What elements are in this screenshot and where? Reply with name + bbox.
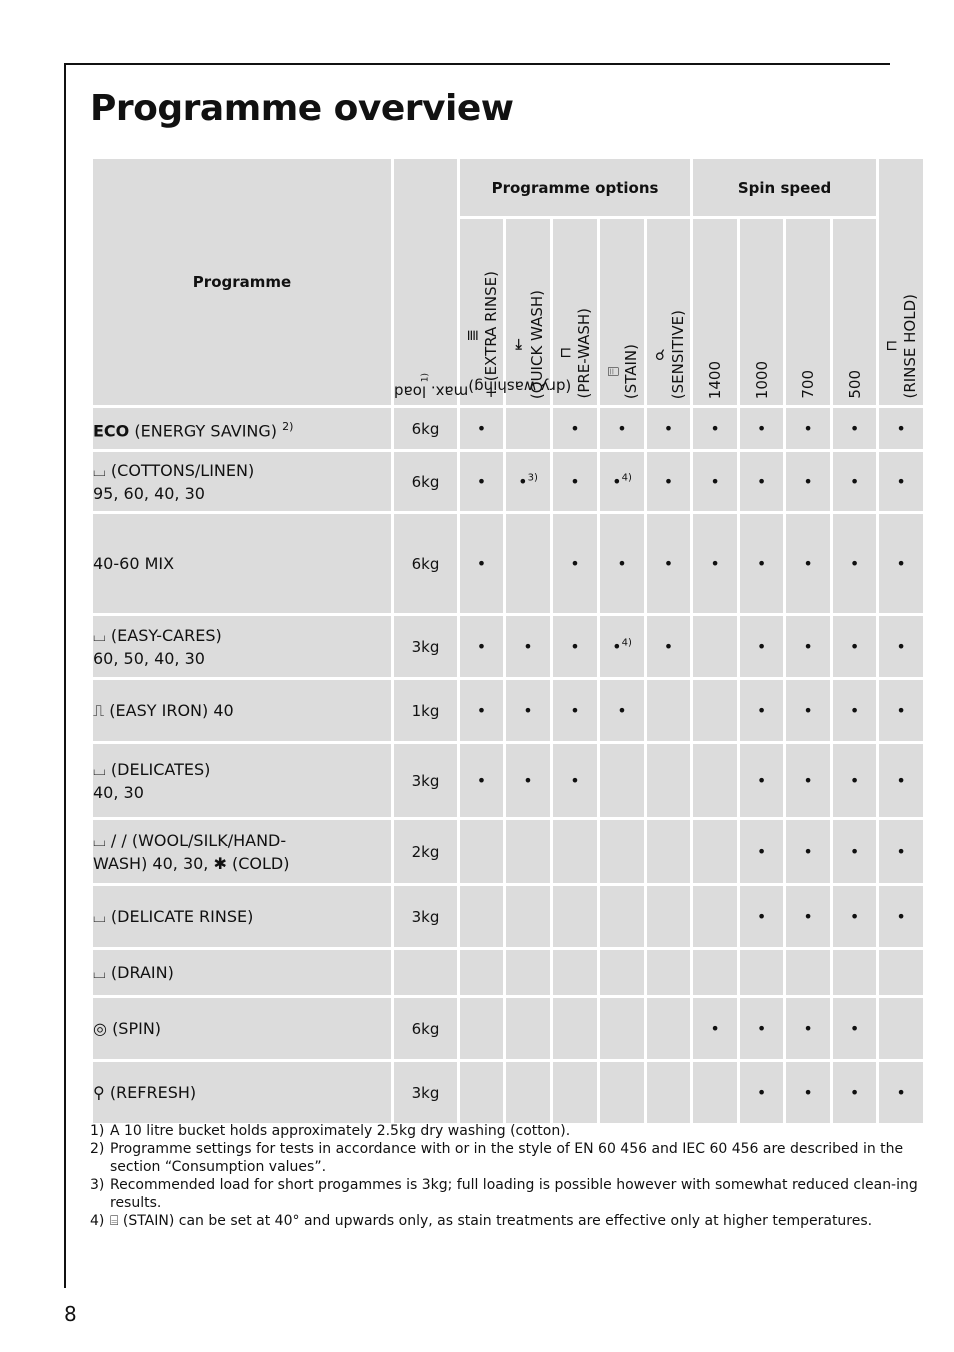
- availability-dot: •: [523, 637, 533, 656]
- mark-cell: [739, 743, 785, 819]
- footnote-ref: 2): [282, 419, 294, 433]
- page-title: Programme overview: [90, 88, 514, 129]
- availability-dot: •: [849, 419, 860, 438]
- mark-cell: [878, 743, 925, 819]
- mark-cell: [692, 615, 739, 679]
- mark-cell: [692, 513, 739, 615]
- mark-cell: [459, 679, 505, 743]
- table-row: [92, 513, 925, 615]
- mark-cell: [552, 819, 599, 885]
- mark-cell: [878, 615, 925, 679]
- availability-dot: •: [756, 419, 767, 438]
- mark-cell: [785, 949, 832, 997]
- mark-cell: [785, 743, 832, 819]
- stain-icon: ⌸: [604, 366, 622, 376]
- programme-label: 40-60 MIX: [93, 554, 175, 573]
- availability-dot: •: [617, 554, 627, 573]
- table-row: [92, 1061, 925, 1125]
- option-quick-wash-header: ⇥ (QUICK WASH): [505, 218, 552, 407]
- footnote-text: Recommended load for short progammes is 3kg; full loading is possible however with somewhat reduced clean-ing results.: [110, 1177, 918, 1211]
- mark-cell: [785, 819, 832, 885]
- footnotes: [90, 1122, 925, 1230]
- max-load-cell: 3kg: [393, 1061, 459, 1125]
- spin-1000-header: 1000: [739, 218, 785, 407]
- mark-cell: [646, 743, 692, 819]
- mark-cell: [832, 615, 878, 679]
- mark-cell: [646, 885, 692, 949]
- mark-cell: [785, 885, 832, 949]
- mark-cell: [459, 1061, 505, 1125]
- availability-dot: •: [849, 1019, 860, 1038]
- programme-name-cell: [92, 407, 393, 451]
- programme-header: Programme: [92, 158, 393, 407]
- table-row: [92, 819, 925, 885]
- max-load-cell: 6kg: [393, 513, 459, 615]
- mark-cell: [878, 819, 925, 885]
- programme-icon: ⎍: [93, 701, 105, 720]
- availability-dot: •: [523, 701, 533, 720]
- max-load-cell: 3kg: [393, 615, 459, 679]
- mark-cell: [599, 679, 646, 743]
- mark-cell: [505, 679, 552, 743]
- programme-label: (EASY IRON) 40: [109, 701, 234, 720]
- availability-dot: •: [570, 472, 580, 491]
- mark-cell: [739, 949, 785, 997]
- programme-icon: ⌴: [93, 907, 106, 926]
- mark-cell: [878, 997, 925, 1061]
- programme-temperatures: 40, 30: [93, 782, 144, 802]
- availability-dot: •: [896, 842, 906, 861]
- mark-cell: [832, 513, 878, 615]
- programme-label: (REFRESH): [109, 1083, 197, 1102]
- mark-cell: [552, 997, 599, 1061]
- mark-cell: [785, 997, 832, 1061]
- availability-dot: •: [710, 554, 720, 573]
- table-row: [92, 743, 925, 819]
- mark-cell: [552, 743, 599, 819]
- mark-cell: [785, 615, 832, 679]
- max-load-cell: [393, 949, 459, 997]
- mark-cell: [459, 949, 505, 997]
- table-row: [92, 679, 925, 743]
- availability-dot: •: [756, 554, 767, 573]
- availability-dot: •: [849, 701, 860, 720]
- availability-dot: •: [849, 907, 860, 926]
- availability-dot: •: [896, 701, 906, 720]
- mark-cell: [505, 743, 552, 819]
- max-load-cell: 3kg: [393, 743, 459, 819]
- mark-cell: [505, 949, 552, 997]
- mark-cell: [692, 949, 739, 997]
- mark-cell: [552, 407, 599, 451]
- table-row: [92, 451, 925, 513]
- spin-1400-header: 1400: [692, 218, 739, 407]
- mark-cell: [599, 513, 646, 615]
- availability-dot: •: [756, 472, 767, 491]
- availability-dot: •: [663, 419, 674, 438]
- footnote-number: 4): [90, 1213, 105, 1229]
- availability-dot: •: [663, 554, 674, 573]
- mark-cell: [646, 679, 692, 743]
- table-row: [92, 615, 925, 679]
- mark-cell: [692, 819, 739, 885]
- availability-dot: •: [803, 472, 813, 491]
- mark-cell: [785, 513, 832, 615]
- mark-cell: [739, 615, 785, 679]
- programme-label: (SPIN): [112, 1019, 162, 1038]
- availability-dot: •: [849, 472, 860, 491]
- mark-cell: [599, 997, 646, 1061]
- mark-cell: [505, 615, 552, 679]
- availability-dot: •: [476, 472, 487, 491]
- mark-cell: [459, 451, 505, 513]
- programme-name-cell: [92, 743, 393, 819]
- availability-dot: •: [617, 419, 627, 438]
- mark-cell: [878, 407, 925, 451]
- table-row: [92, 997, 925, 1061]
- mark-cell: [599, 743, 646, 819]
- programme-name-cell: [92, 615, 393, 679]
- mark-cell: [599, 949, 646, 997]
- mark-cell: [832, 1061, 878, 1125]
- availability-dot: •: [803, 554, 813, 573]
- mark-cell: [878, 513, 925, 615]
- programme-icon: ⌴: [93, 830, 106, 850]
- programme-label: (DRAIN): [110, 963, 174, 982]
- mark-cell: [785, 679, 832, 743]
- availability-dot: •: [756, 637, 767, 656]
- mark-cell: [552, 615, 599, 679]
- mark-cell: [459, 615, 505, 679]
- mark-cell: [505, 451, 552, 513]
- max-load-cell: 6kg: [393, 997, 459, 1061]
- availability-dot: •: [476, 637, 487, 656]
- max-load-cell: 3kg: [393, 885, 459, 949]
- programme-icon: ⌴: [93, 963, 106, 982]
- availability-dot: •: [896, 1083, 906, 1102]
- availability-dot: •: [756, 1083, 767, 1102]
- mark-cell: [646, 997, 692, 1061]
- availability-dot: •: [612, 637, 622, 656]
- availability-dot: •: [570, 701, 580, 720]
- availability-dot: •: [612, 472, 622, 491]
- availability-dot: •: [710, 419, 720, 438]
- footnote-ref: 3): [527, 472, 538, 484]
- availability-dot: •: [518, 472, 528, 491]
- mark-cell: [878, 885, 925, 949]
- availability-dot: •: [710, 1019, 720, 1038]
- programme-name-cell: [92, 679, 393, 743]
- programme-name-cell: [92, 819, 393, 885]
- programme-icon: ◎: [93, 1019, 107, 1038]
- programme-options-header: Programme options: [459, 158, 692, 218]
- mark-cell: [599, 885, 646, 949]
- mark-cell: [739, 1061, 785, 1125]
- footnote-ref: 4): [621, 472, 632, 484]
- programme-name-cell: [92, 1061, 393, 1125]
- table-row: [92, 949, 925, 997]
- mark-cell: [552, 949, 599, 997]
- mark-cell: [459, 743, 505, 819]
- mark-cell: [646, 513, 692, 615]
- footnote: [90, 1122, 925, 1140]
- max-load-cell: 2kg: [393, 819, 459, 885]
- availability-dot: •: [756, 701, 767, 720]
- rinse-hold-icon: ⊔: [883, 340, 902, 353]
- programme-name-cell: [92, 451, 393, 513]
- availability-dot: •: [476, 701, 487, 720]
- option-sensitive-header: ☌ (SENSITIVE): [646, 218, 692, 407]
- mark-cell: [832, 885, 878, 949]
- mark-cell: [785, 407, 832, 451]
- mark-cell: [599, 407, 646, 451]
- mark-cell: [646, 615, 692, 679]
- mark-cell: [459, 885, 505, 949]
- mark-cell: [505, 407, 552, 451]
- availability-dot: •: [570, 771, 580, 790]
- frame-left-rule: [64, 63, 66, 1288]
- footnote: [90, 1140, 925, 1176]
- page-number: 8: [64, 1302, 77, 1326]
- availability-dot: •: [570, 419, 580, 438]
- mark-cell: [739, 451, 785, 513]
- mark-cell: [646, 1061, 692, 1125]
- mark-cell: [459, 997, 505, 1061]
- mark-cell: [739, 407, 785, 451]
- mark-cell: [878, 1061, 925, 1125]
- availability-dot: •: [896, 472, 906, 491]
- mark-cell: [878, 679, 925, 743]
- mark-cell: [552, 513, 599, 615]
- programme-temperatures: WASH) 40, 30, ✱ (COLD): [93, 853, 290, 873]
- mark-cell: [832, 743, 878, 819]
- mark-cell: [739, 819, 785, 885]
- availability-dot: •: [476, 771, 487, 790]
- programme-temperatures: 60, 50, 40, 30: [93, 648, 205, 668]
- footnote-text: A 10 litre bucket holds approximately 2.5kg dry washing (cotton).: [110, 1123, 571, 1139]
- availability-dot: •: [803, 842, 813, 861]
- mark-cell: [832, 997, 878, 1061]
- mark-cell: [878, 949, 925, 997]
- table-row: [92, 885, 925, 949]
- mark-cell: [692, 407, 739, 451]
- availability-dot: •: [896, 907, 906, 926]
- programme-icon: ⌴: [93, 460, 106, 480]
- programme-icon: ⌴: [93, 625, 106, 645]
- mark-cell: [599, 819, 646, 885]
- mark-cell: [692, 885, 739, 949]
- mark-cell: [459, 513, 505, 615]
- availability-dot: •: [849, 637, 860, 656]
- availability-dot: •: [849, 1083, 860, 1102]
- availability-dot: •: [570, 637, 580, 656]
- programme-temperatures: 95, 60, 40, 30: [93, 483, 205, 503]
- mark-cell: [552, 451, 599, 513]
- availability-dot: •: [803, 701, 813, 720]
- footnote-text: (STAIN) can be set at 40° and upwards only, as stain treatments are effective only at higher temperatures.: [122, 1213, 873, 1229]
- footnote-number: 3): [90, 1177, 105, 1193]
- availability-dot: •: [849, 554, 860, 573]
- programme-name-cell: [92, 997, 393, 1061]
- programme-label: / / (WOOL/SILK/HAND-: [110, 830, 287, 850]
- extra-rinse-icon: ≣: [463, 328, 482, 342]
- programme-name-cell: [92, 949, 393, 997]
- programme-table: [90, 156, 926, 1126]
- footnote: [90, 1212, 925, 1230]
- mark-cell: [739, 885, 785, 949]
- mark-cell: [785, 451, 832, 513]
- mark-cell: [692, 1061, 739, 1125]
- mark-cell: [785, 1061, 832, 1125]
- max-load-cell: 6kg: [393, 451, 459, 513]
- mark-cell: [692, 997, 739, 1061]
- availability-dot: •: [663, 472, 674, 491]
- programme-bold-label: ECO: [93, 421, 130, 441]
- mark-cell: [739, 679, 785, 743]
- max-load-cell: 1kg: [393, 679, 459, 743]
- availability-dot: •: [896, 771, 906, 790]
- quick-wash-icon: ⇥: [510, 338, 528, 351]
- mark-cell: [692, 743, 739, 819]
- availability-dot: •: [896, 637, 906, 656]
- mark-cell: [832, 407, 878, 451]
- mark-cell: [692, 679, 739, 743]
- frame-top-rule: [64, 63, 890, 65]
- mark-cell: [505, 1061, 552, 1125]
- mark-cell: [505, 885, 552, 949]
- programme-label: (EASY-CARES): [110, 625, 222, 645]
- availability-dot: •: [849, 842, 860, 861]
- mark-cell: [505, 819, 552, 885]
- mark-cell: [505, 513, 552, 615]
- mark-cell: [552, 679, 599, 743]
- max-load-cell: 6kg: [393, 407, 459, 451]
- availability-dot: •: [803, 1019, 813, 1038]
- programme-label: (DELICATE RINSE): [110, 907, 254, 926]
- availability-dot: •: [803, 907, 813, 926]
- mark-cell: [832, 819, 878, 885]
- availability-dot: •: [663, 637, 674, 656]
- mark-cell: [552, 1061, 599, 1125]
- programme-icon: ⚲: [93, 1083, 105, 1102]
- option-extra-rinse-header: ≣ + (EXTRA RINSE): [459, 218, 505, 407]
- availability-dot: •: [896, 419, 906, 438]
- spin-500-header: 500: [832, 218, 878, 407]
- mark-cell: [739, 997, 785, 1061]
- availability-dot: •: [523, 771, 533, 790]
- footnote-number: 2): [90, 1141, 105, 1157]
- mark-cell: [599, 1061, 646, 1125]
- mark-cell: [646, 451, 692, 513]
- availability-dot: •: [570, 554, 580, 573]
- mark-cell: [459, 819, 505, 885]
- availability-dot: •: [756, 1019, 767, 1038]
- mark-cell: [599, 615, 646, 679]
- availability-dot: •: [710, 472, 720, 491]
- footnote-ref: 4): [621, 637, 632, 649]
- availability-dot: •: [896, 554, 906, 573]
- max-load-header: max. load$^{1)}$ (dry washing): [393, 158, 459, 407]
- mark-cell: [832, 679, 878, 743]
- pre-wash-icon: ⊔: [557, 347, 575, 360]
- table-row: [92, 407, 925, 451]
- programme-name-cell: [92, 513, 393, 615]
- mark-cell: [646, 949, 692, 997]
- footnote-number: 1): [90, 1123, 105, 1139]
- availability-dot: •: [756, 842, 767, 861]
- mark-cell: [878, 451, 925, 513]
- availability-dot: •: [756, 907, 767, 926]
- mark-cell: [599, 451, 646, 513]
- programme-icon: ⌴: [93, 759, 106, 779]
- mark-cell: [832, 949, 878, 997]
- availability-dot: •: [756, 771, 767, 790]
- availability-dot: •: [803, 771, 813, 790]
- option-stain-header: ⌸ (STAIN): [599, 218, 646, 407]
- mark-cell: [692, 451, 739, 513]
- mark-cell: [646, 819, 692, 885]
- stain-icon: ⌸: [110, 1213, 119, 1229]
- mark-cell: [552, 885, 599, 949]
- availability-dot: •: [476, 419, 487, 438]
- mark-cell: [832, 451, 878, 513]
- footnote-text: Programme settings for tests in accordance with or in the style of EN 60 456 and IEC 60 456 are described in the section “Consumption values”.: [110, 1141, 904, 1175]
- spin-700-header: 700: [785, 218, 832, 407]
- mark-cell: [739, 513, 785, 615]
- availability-dot: •: [803, 1083, 813, 1102]
- availability-dot: •: [849, 771, 860, 790]
- programme-name-cell: [92, 885, 393, 949]
- availability-dot: •: [476, 554, 487, 573]
- mark-cell: [646, 407, 692, 451]
- programme-label: (DELICATES): [110, 759, 211, 779]
- mark-cell: [505, 997, 552, 1061]
- availability-dot: •: [617, 701, 627, 720]
- sensitive-icon: ☌: [650, 345, 669, 364]
- spin-speed-header: Spin speed: [692, 158, 878, 218]
- footnote: [90, 1176, 925, 1212]
- option-pre-wash-header: ⊔ (PRE-WASH): [552, 218, 599, 407]
- availability-dot: •: [803, 637, 813, 656]
- rinse-hold-header: ⊔ (RINSE HOLD): [878, 158, 925, 407]
- programme-label: (ENERGY SAVING): [134, 421, 278, 441]
- programme-label: (COTTONS/LINEN): [110, 460, 255, 480]
- mark-cell: [459, 407, 505, 451]
- availability-dot: •: [803, 419, 813, 438]
